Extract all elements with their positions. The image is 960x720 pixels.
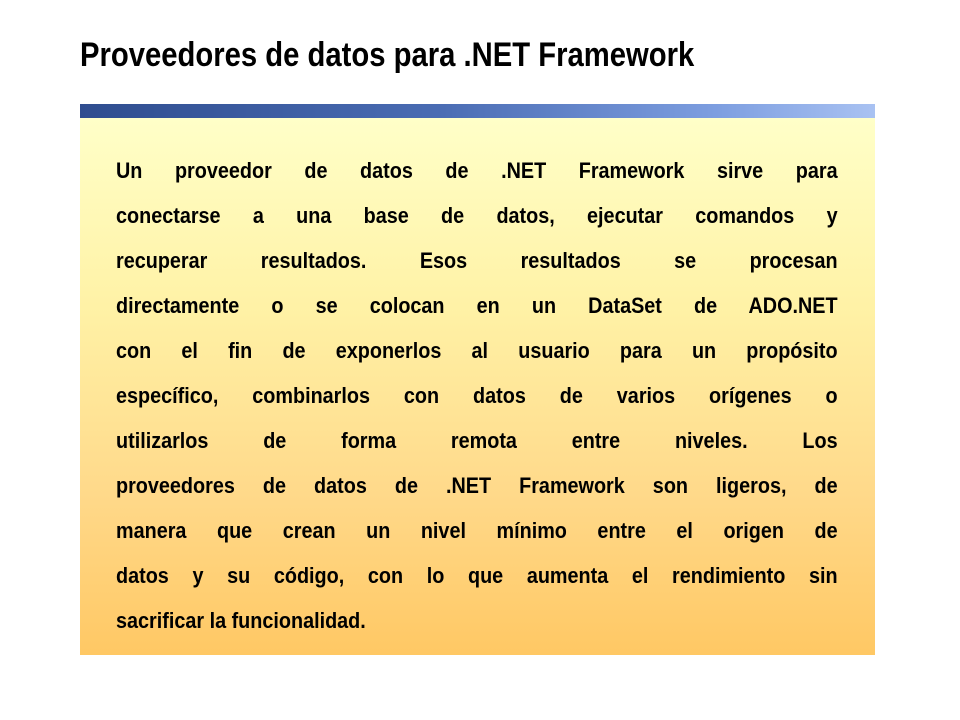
paragraph-line: manera que crean un nivel mínimo entre el origen de bbox=[116, 518, 838, 543]
paragraph-line: Un proveedor de datos de .NET Framework sirve para bbox=[116, 158, 838, 183]
paragraph-line: recuperar resultados. Esos resultados se procesan bbox=[116, 248, 838, 273]
title-underline-bar bbox=[80, 104, 875, 118]
paragraph-line: con el fin de exponerlos al usuario para un propósito bbox=[116, 338, 838, 363]
paragraph-line: datos y su código, con lo que aumenta el rendimiento sin bbox=[116, 563, 838, 588]
paragraph-line: sacrificar la funcionalidad. bbox=[116, 608, 366, 633]
slide-title: Proveedores de datos para .NET Framework bbox=[80, 36, 695, 74]
paragraph-line: utilizarlos de forma remota entre niveles. Los bbox=[116, 428, 838, 453]
paragraph-line: proveedores de datos de .NET Framework son ligeros, de bbox=[116, 473, 838, 498]
paragraph-line: específico, combinarlos con datos de varios orígenes o bbox=[116, 383, 838, 408]
paragraph-line: directamente o se colocan en un DataSet de ADO.NET bbox=[116, 293, 838, 318]
body-paragraph bbox=[116, 148, 838, 643]
paragraph-line: conectarse a una base de datos, ejecutar comandos y bbox=[116, 203, 838, 228]
